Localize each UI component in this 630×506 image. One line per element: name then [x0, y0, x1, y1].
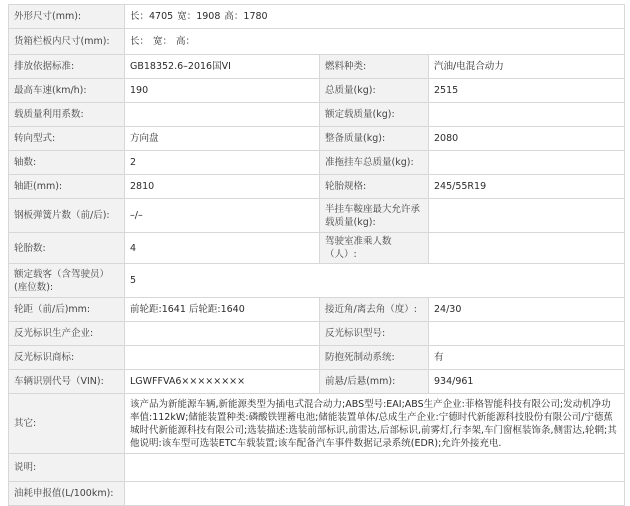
spec-label: 反光标识生产企业:: [9, 322, 125, 346]
spec-label: 排放依据标准:: [9, 55, 125, 79]
spec-value: 934/961: [429, 370, 625, 394]
other-notes-text: 该产品为新能源车辆,新能源类型为插电式混合动力;ABS型号:EAI;ABS生产企业:菲格智能科技有限公司;发动机净功率值:112kW;储能装置种类:磷酸铁锂蓄电池;储能装置单体/总成生产企业:宁德时代新能源科技股份有限公司/宁德蕉城时代新能源科技有限公司;选装描述:选装前部标识,前雷达,后部标识,前雾灯,行李架,车门窗框装饰条,侧雷达,轮辋;其他说明:该车型可选装ETC车载装置;该车配备汽车事件数据记录系统(EDR);允许外接充电.: [125, 394, 625, 454]
spec-label: 额定载质量(kg):: [320, 103, 429, 127]
spec-label: 总质量(kg):: [320, 79, 429, 103]
spec-label: 油耗申报值(L/100km):: [9, 482, 125, 506]
spec-value: 24/30: [429, 298, 625, 322]
spec-label: 车辆识别代号（VIN):: [9, 370, 125, 394]
spec-label: 防抱死制动系统:: [320, 346, 429, 370]
spec-row: [9, 5, 625, 29]
spec-label: 额定载客（含驾驶员）(座位数):: [9, 264, 125, 298]
spec-value: [429, 233, 625, 264]
spec-value: 前轮距:1641 后轮距:1640: [125, 298, 320, 322]
spec-row: [9, 55, 625, 79]
spec-label: 轮胎规格:: [320, 175, 429, 199]
spec-row: [9, 29, 625, 55]
spec-row: [9, 322, 625, 346]
spec-row: [9, 346, 625, 370]
width-label: 宽：: [153, 36, 173, 47]
spec-value: [429, 199, 625, 233]
spec-value: 2810: [125, 175, 320, 199]
spec-value: [125, 29, 625, 55]
spec-label: 轴距(mm):: [9, 175, 125, 199]
spec-label: 整备质量(kg):: [320, 127, 429, 151]
spec-label: 外形尺寸(mm):: [9, 5, 125, 29]
height-label: 高：: [176, 36, 196, 47]
spec-value: [125, 454, 625, 482]
spec-row: [9, 175, 625, 199]
spec-label: 接近角/离去角（度）:: [320, 298, 429, 322]
spec-label: 半挂车鞍座最大允许承载质量(kg):: [320, 199, 429, 233]
spec-value: [125, 103, 320, 127]
spec-label: 轮距（前/后)mm:: [9, 298, 125, 322]
spec-row: [9, 454, 625, 482]
spec-value: [429, 322, 625, 346]
spec-value: [125, 346, 320, 370]
spec-label: 反光标识商标:: [9, 346, 125, 370]
spec-row: [9, 151, 625, 175]
spec-label: 说明:: [9, 454, 125, 482]
height-label: 高：: [224, 11, 244, 22]
spec-value: 2080: [429, 127, 625, 151]
spec-value: 汽油/电混合动力: [429, 55, 625, 79]
spec-label: 载质量利用系数:: [9, 103, 125, 127]
spec-row: [9, 79, 625, 103]
spec-label: 转向型式:: [9, 127, 125, 151]
spec-label: 驾驶室准乘人数（人）:: [320, 233, 429, 264]
spec-value: GB18352.6–2016国VI: [125, 55, 320, 79]
spec-label: 其它:: [9, 394, 125, 454]
spec-value: 2515: [429, 79, 625, 103]
width-value: 1908: [196, 11, 221, 22]
length-value: 4705: [149, 11, 174, 22]
spec-value: 190: [125, 79, 320, 103]
spec-value: 5: [125, 264, 625, 298]
spec-value: 245/55R19: [429, 175, 625, 199]
spec-label: 反光标识型号:: [320, 322, 429, 346]
spec-label: 货箱栏板内尺寸(mm):: [9, 29, 125, 55]
spec-value: 有: [429, 346, 625, 370]
spec-label: 钢板弹簧片数（前/后):: [9, 199, 125, 233]
width-label: 宽：: [177, 11, 197, 22]
spec-row: [9, 199, 625, 233]
spec-row: [9, 264, 625, 298]
length-label: 长：: [130, 11, 150, 22]
vehicle-spec-sheet: [8, 4, 624, 506]
spec-label: 准拖挂车总质量(kg):: [320, 151, 429, 175]
spec-row: [9, 370, 625, 394]
spec-label: 轮胎数:: [9, 233, 125, 264]
length-label: 长：: [130, 36, 150, 47]
spec-label: 轴数:: [9, 151, 125, 175]
spec-value: [429, 103, 625, 127]
spec-value: [429, 151, 625, 175]
spec-row: [9, 127, 625, 151]
spec-value: 2: [125, 151, 320, 175]
height-value: 1780: [243, 11, 268, 22]
spec-table: [8, 4, 625, 506]
spec-value: [125, 322, 320, 346]
spec-label: 燃料种类:: [320, 55, 429, 79]
spec-value: LGWFFVA6××××××××: [125, 370, 320, 394]
spec-row: [9, 482, 625, 506]
spec-row: [9, 298, 625, 322]
spec-value: 4: [125, 233, 320, 264]
spec-value: [125, 5, 625, 29]
spec-value: –/–: [125, 199, 320, 233]
spec-label: 前悬/后悬(mm):: [320, 370, 429, 394]
spec-row: [9, 103, 625, 127]
spec-value: 方向盘: [125, 127, 320, 151]
spec-label: 最高车速(km/h):: [9, 79, 125, 103]
spec-row: [9, 394, 625, 454]
spec-row: [9, 233, 625, 264]
spec-value: [125, 482, 625, 506]
